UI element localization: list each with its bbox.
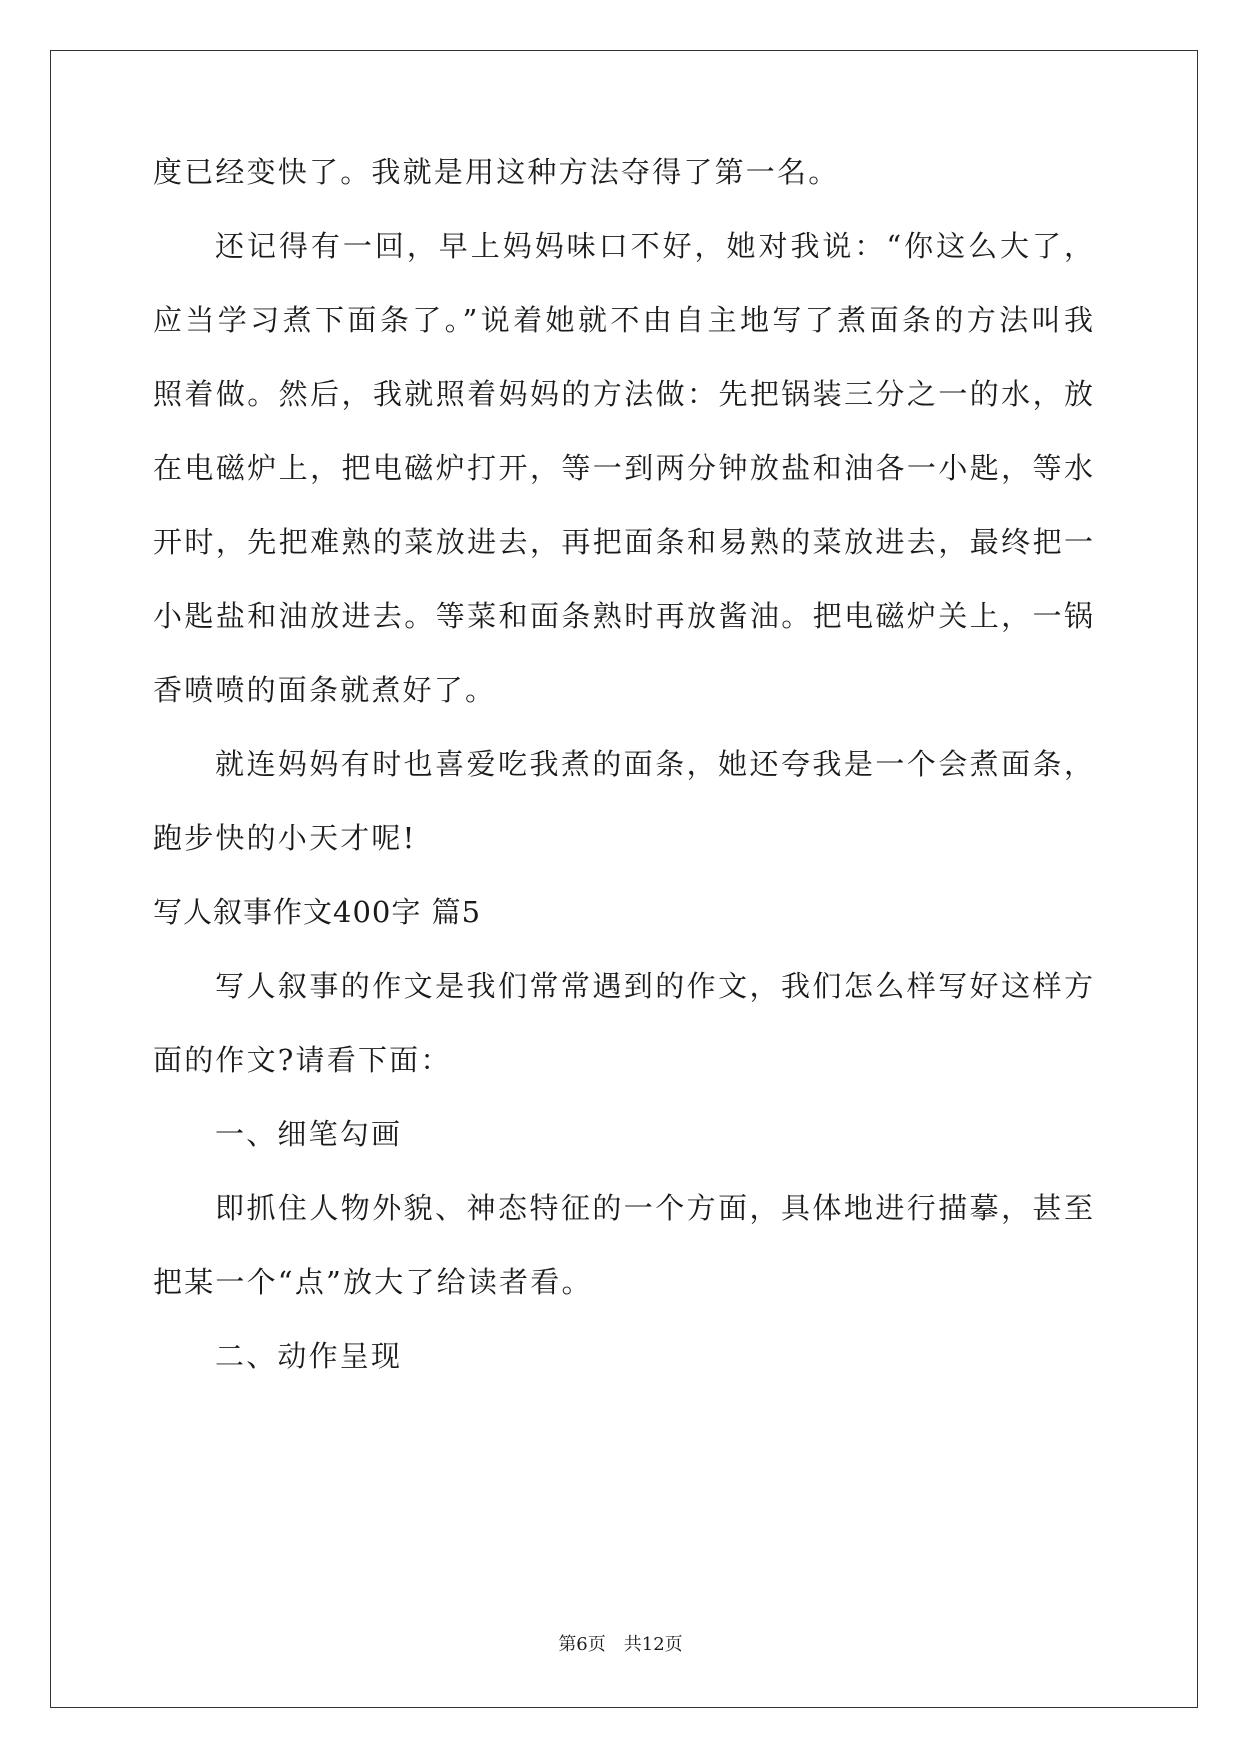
text-line-13: 面的作文?请看下面： — [153, 1043, 452, 1077]
text-line-15: 即抓住人物外貌、神态特征的一个方面，具体地进行描摹，甚至 — [215, 1191, 1093, 1225]
text-line-5: 在电磁炉上，把电磁炉打开，等一到两分钟放盐和油各一小匙，等水 — [153, 451, 1093, 485]
text-line-10: 跑步快的小天才呢! — [153, 821, 417, 855]
page-total: 共12页 — [623, 1634, 683, 1655]
text-line-7: 小匙盐和油放进去。等菜和面条熟时再放酱油。把电磁炉关上，一锅 — [153, 599, 1093, 633]
text-line-2: 还记得有一回，早上妈妈味口不好，她对我说：“你这么大了， — [215, 229, 1093, 263]
subheading-1: 一、细笔勾画 — [215, 1117, 403, 1151]
text-line-4: 照着做。然后，我就照着妈妈的方法做：先把锅装三分之一的水，放 — [153, 377, 1093, 411]
page-number: 第6页 — [558, 1634, 606, 1655]
text-line-8: 香喷喷的面条就煮好了。 — [153, 673, 497, 707]
text-line-1: 度已经变快了。我就是用这种方法夺得了第一名。 — [153, 155, 840, 189]
text-line-3: 应当学习煮下面条了。”说着她就不由自主地写了煮面条的方法叫我 — [153, 303, 1093, 337]
text-line-6: 开时，先把难熟的菜放进去，再把面条和易熟的菜放进去，最终把一 — [153, 525, 1093, 559]
text-line-16: 把某一个“点”放大了给读者看。 — [153, 1265, 593, 1299]
page-border — [50, 50, 1198, 1708]
text-line-9: 就连妈妈有时也喜爱吃我煮的面条，她还夸我是一个会煮面条， — [215, 747, 1093, 781]
page-footer — [0, 1633, 1241, 1657]
section-heading: 写人叙事作文400字 篇5 — [153, 895, 482, 929]
text-line-12: 写人叙事的作文是我们常常遇到的作文，我们怎么样写好这样方 — [215, 969, 1093, 1003]
subheading-2: 二、动作呈现 — [215, 1339, 403, 1373]
